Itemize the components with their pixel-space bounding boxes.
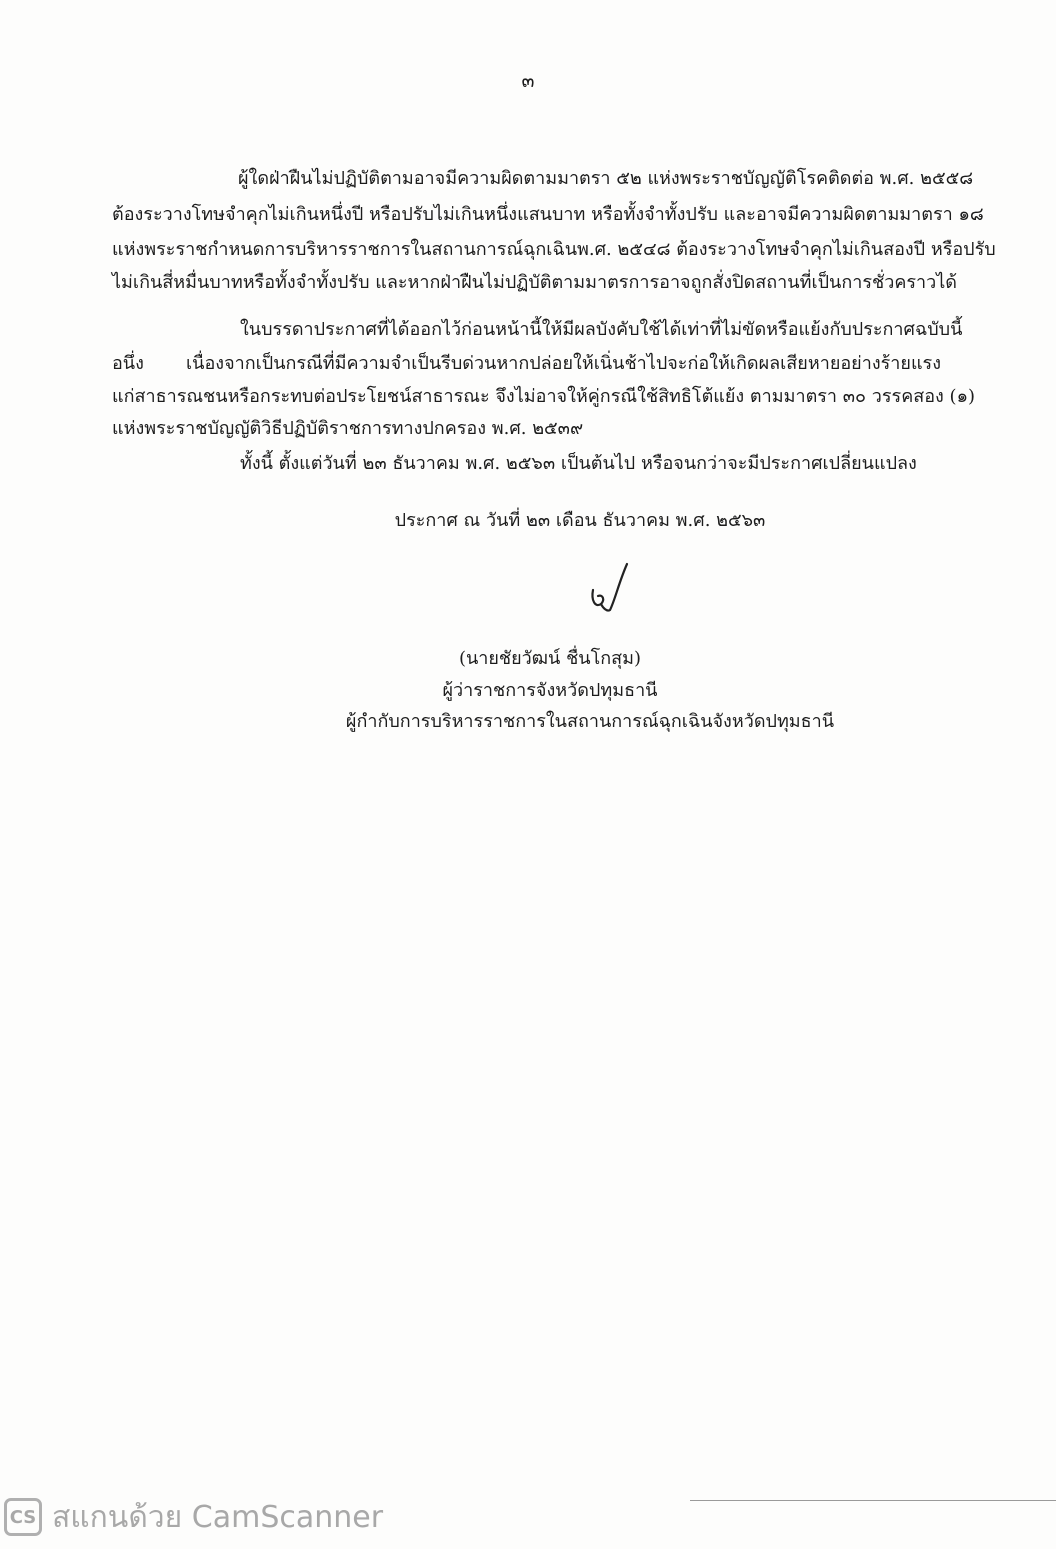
camscanner-watermark bbox=[0, 1494, 383, 1540]
footer-rule bbox=[690, 1500, 1056, 1501]
page-number: ๓ bbox=[521, 70, 535, 92]
announcement-date: ประกาศ ณ วันที่ ๒๓ เดือน ธันวาคม พ.ศ. ๒๕๖๓ bbox=[394, 510, 766, 531]
paragraph-2-line-1: ในบรรดาประกาศที่ได้ออกไว้ก่อนหน้านี้ให้มีผลบังคับใช้ได้เท่าที่ไม่ขัดหรือแย้งกับประกาศฉบับนี้ bbox=[240, 319, 963, 340]
paragraph-1-line-4: ไม่เกินสี่หมื่นบาทหรือทั้งจำทั้งปรับ และหากฝ่าฝืนไม่ปฏิบัติตามมาตรการอาจถูกสั่งปิดสถานที่เป็นการชั่วคราวได้ bbox=[112, 272, 957, 293]
camscanner-logo-icon: CS bbox=[4, 1498, 42, 1536]
signatory-role: ผู้กำกับการบริหารราชการในสถานการณ์ฉุกเฉินจังหวัดปทุมธานี bbox=[345, 711, 835, 732]
paragraph-2-line-2: อนึ่ง เนื่องจากเป็นกรณีที่มีความจำเป็นรีบด่วนหากปล่อยให้เนิ่นช้าไปจะก่อให้เกิดผลเสียหายอย่างร้ายแรง bbox=[112, 353, 941, 374]
signatory-title: ผู้ว่าราชการจังหวัดปทุมธานี bbox=[442, 680, 658, 701]
paragraph-2-line-3: แก่สาธารณชนหรือกระทบต่อประโยชน์สาธารณะ จึงไม่อาจให้คู่กรณีใช้สิทธิโต้แย้ง ตามมาตรา ๓๐ วรรคสอง (๑) bbox=[112, 386, 976, 407]
signature-mark bbox=[585, 560, 635, 620]
camscanner-text: สแกนด้วย CamScanner bbox=[52, 1499, 384, 1535]
paragraph-2-line-4: แห่งพระราชบัญญัติวิธีปฏิบัติราชการทางปกครอง พ.ศ. ๒๕๓๙ bbox=[112, 418, 584, 439]
paragraph-3-line-1: ทั้งนี้ ตั้งแต่วันที่ ๒๓ ธันวาคม พ.ศ. ๒๕๖๓ เป็นต้นไป หรือจนกว่าจะมีประกาศเปลี่ยนแปลง bbox=[240, 453, 917, 474]
paragraph-1-line-3: แห่งพระราชกำหนดการบริหารราชการในสถานการณ์ฉุกเฉินพ.ศ. ๒๕๔๘ ต้องระวางโทษจำคุกไม่เกินสองปี หรือปรับ bbox=[112, 239, 996, 260]
paragraph-1-line-2: ต้องระวางโทษจำคุกไม่เกินหนึ่งปี หรือปรับไม่เกินหนึ่งแสนบาท หรือทั้งจำทั้งปรับ และอาจมีความผิดตามมาตรา ๑๘ bbox=[112, 204, 984, 225]
paragraph-1-line-1: ผู้ใดฝ่าฝืนไม่ปฏิบัติตามอาจมีความผิดตามมาตรา ๕๒ แห่งพระราชบัญญัติโรคติดต่อ พ.ศ. ๒๕๕๘ bbox=[238, 168, 974, 189]
signatory-name: (นายชัยวัฒน์ ชื่นโกสุม) bbox=[458, 648, 642, 669]
